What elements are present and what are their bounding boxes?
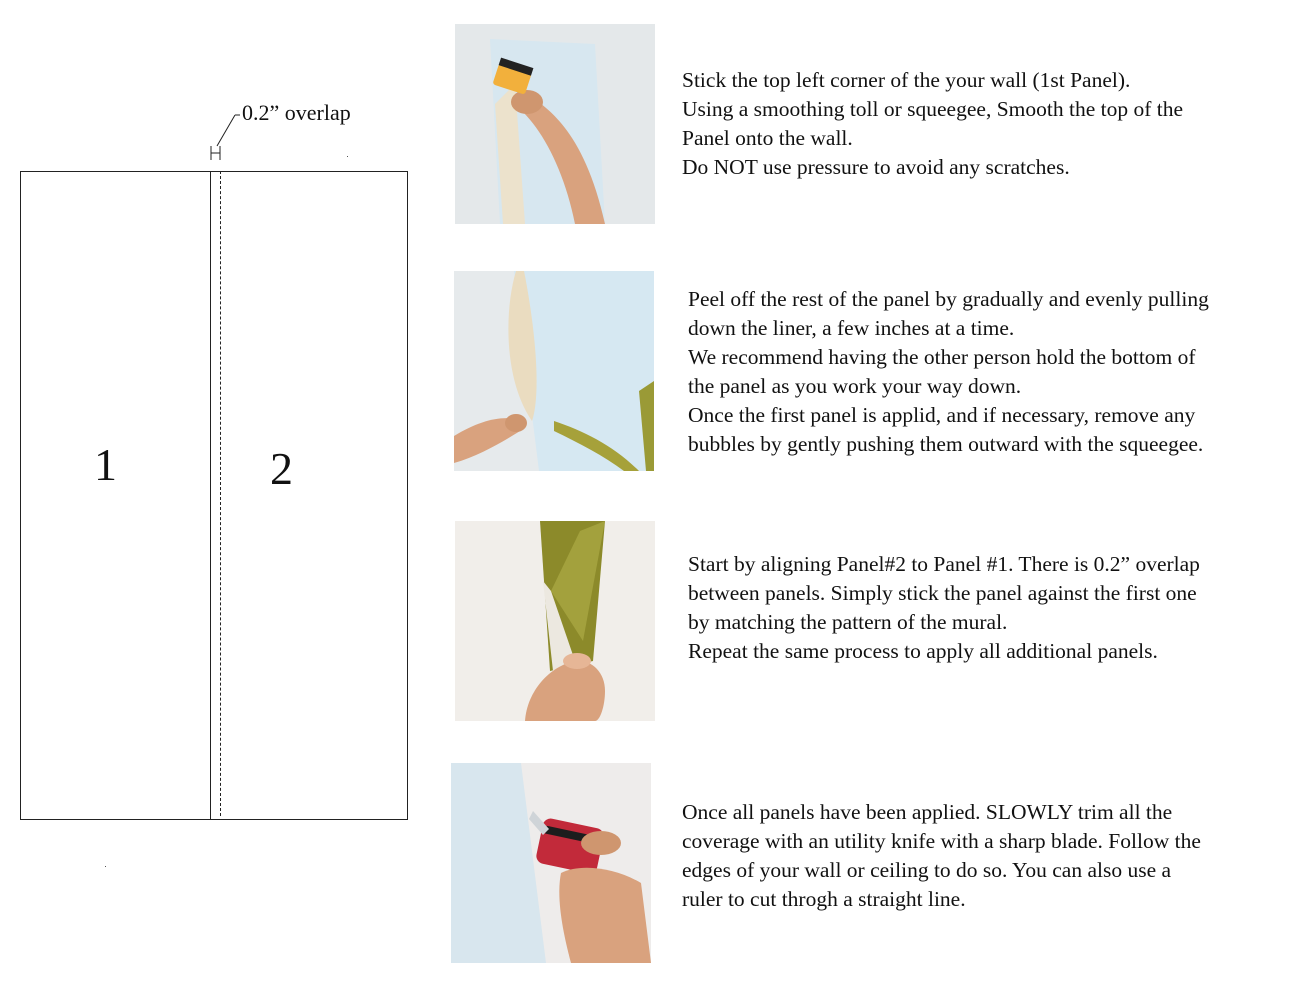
align-panel-image-icon (455, 521, 655, 721)
instruction-line: Peel off the rest of the panel by gradually and evenly pulling (688, 287, 1209, 311)
instruction-line: Stick the top left corner of the your wall (1st Panel). (682, 68, 1131, 92)
squeegee-hand-image-icon (455, 24, 655, 224)
instruction-line: Once all panels have been applied. SLOWLY trim all the (682, 800, 1173, 824)
instruction-line: Do NOT use pressure to avoid any scratches. (682, 155, 1070, 179)
instruction-line: the panel as you work your way down. (688, 374, 1022, 398)
instruction-line: Start by aligning Panel#2 to Panel #1. There is 0.2” overlap (688, 552, 1200, 576)
panel-1-number: 1 (94, 439, 117, 490)
instruction-line: coverage with an utility knife with a sharp blade. Follow the (682, 829, 1201, 853)
panel-outline (20, 171, 408, 820)
instruction-line: ruler to cut throgh a straight line. (682, 887, 966, 911)
panel-2-number: 2 (270, 443, 293, 494)
instruction-line: Once the first panel is applid, and if necessary, remove any (688, 403, 1196, 427)
overlap-dashed-line (220, 171, 221, 816)
step-3-photo (455, 521, 655, 721)
instruction-line: edges of your wall or ceiling to do so. You can also use a (682, 858, 1172, 882)
panel-overlap-diagram (0, 0, 440, 1000)
step-2-photo (454, 271, 654, 471)
instruction-line: Panel onto the wall. (682, 126, 853, 150)
panel-seam-line (210, 171, 211, 820)
step-4-instructions (682, 798, 1201, 914)
instruction-line: We recommend having the other person hold the bottom of (688, 345, 1196, 369)
instruction-line: by matching the pattern of the mural. (688, 610, 1008, 634)
peel-liner-image-icon (454, 271, 654, 471)
overlap-label: 0.2” overlap (242, 100, 351, 125)
step-2-instructions (688, 285, 1209, 459)
step-1-instructions (682, 66, 1183, 182)
speck (347, 156, 348, 157)
step-1-photo (455, 24, 655, 224)
instruction-line: Using a smoothing toll or squeegee, Smooth the top of the (682, 97, 1184, 121)
step-3-instructions (688, 550, 1200, 666)
utility-knife-image-icon (451, 763, 651, 963)
instruction-line: down the liner, a few inches at a time. (688, 316, 1015, 340)
instruction-line: between panels. Simply stick the panel against the first one (688, 581, 1197, 605)
instruction-line: bubbles by gently pushing them outward with the squeegee. (688, 432, 1204, 456)
step-4-photo (451, 763, 651, 963)
instruction-line: Repeat the same process to apply all additional panels. (688, 639, 1158, 663)
speck (105, 866, 106, 867)
